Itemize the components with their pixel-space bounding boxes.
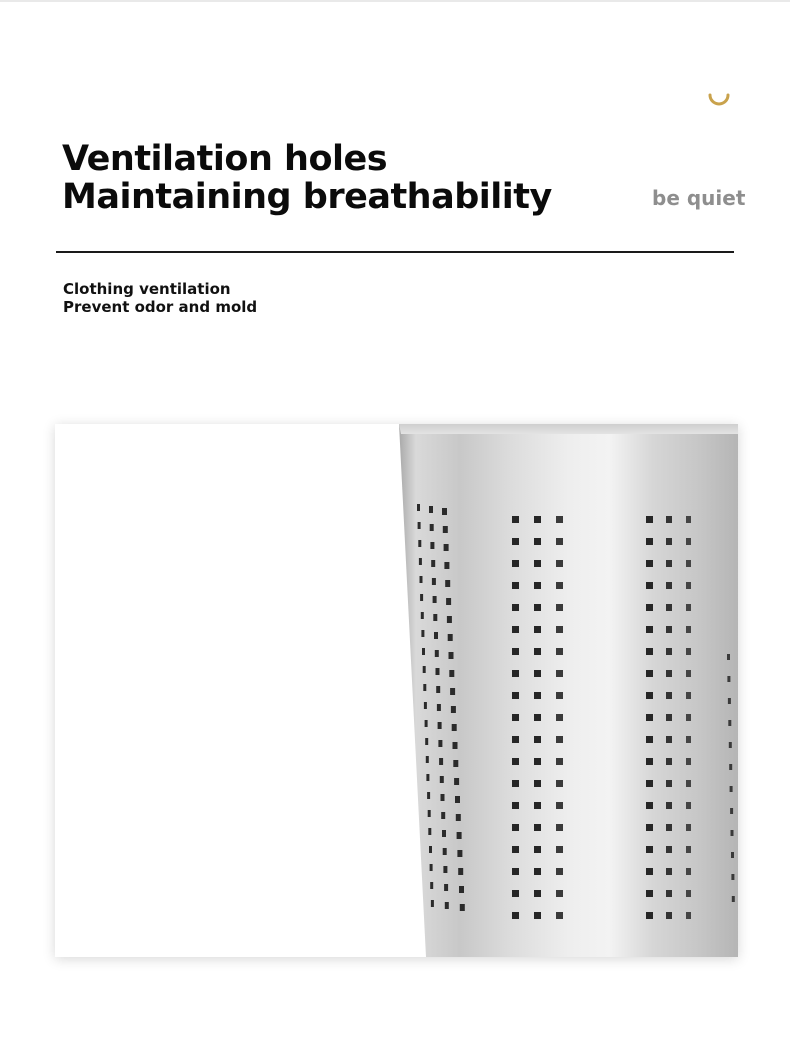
vent-hole xyxy=(732,896,735,902)
vent-hole xyxy=(556,516,563,523)
vent-hole xyxy=(686,802,691,809)
vent-hole xyxy=(444,884,448,891)
vent-hole xyxy=(433,596,437,603)
vent-hole xyxy=(534,780,541,787)
vent-hole xyxy=(512,626,519,633)
vent-hole xyxy=(534,692,541,699)
vent-hole xyxy=(646,582,653,589)
vent-hole xyxy=(666,670,672,677)
vent-hole xyxy=(459,886,464,893)
vent-hole xyxy=(433,614,437,621)
vent-hole xyxy=(686,714,691,721)
vent-hole xyxy=(512,714,519,721)
vent-hole xyxy=(428,810,431,817)
vent-hole xyxy=(556,758,563,765)
vent-hole xyxy=(556,582,563,589)
vent-hole xyxy=(534,802,541,809)
vent-hole xyxy=(556,736,563,743)
vent-hole xyxy=(727,676,730,682)
product-photo xyxy=(55,424,738,957)
vent-hole xyxy=(556,780,563,787)
vent-hole xyxy=(646,912,653,919)
feature-line-1: Clothing ventilation xyxy=(63,280,231,298)
vent-hole xyxy=(666,824,672,831)
vent-hole xyxy=(512,912,519,919)
vent-hole xyxy=(435,650,439,657)
vent-hole xyxy=(534,516,541,523)
vent-hole xyxy=(420,594,423,601)
vent-hole xyxy=(512,582,519,589)
vent-hole xyxy=(646,824,653,831)
vent-hole xyxy=(666,538,672,545)
vent-hole xyxy=(512,824,519,831)
vent-hole xyxy=(512,560,519,567)
vent-hole xyxy=(646,560,653,567)
vent-hole xyxy=(437,704,441,711)
vent-hole xyxy=(512,736,519,743)
divider-line xyxy=(56,251,734,253)
vent-hole xyxy=(534,714,541,721)
vent-hole xyxy=(512,846,519,853)
vent-hole xyxy=(534,538,541,545)
vent-hole xyxy=(556,692,563,699)
vent-hole xyxy=(512,802,519,809)
page-headline xyxy=(62,140,552,216)
feature-line-2: Prevent odor and mold xyxy=(63,298,258,316)
vent-hole xyxy=(455,796,460,803)
vent-hole xyxy=(430,882,433,889)
vent-hole xyxy=(460,904,465,911)
vent-hole xyxy=(458,868,463,875)
vent-hole xyxy=(686,890,691,897)
vent-hole xyxy=(666,758,672,765)
vent-hole xyxy=(512,648,519,655)
vent-hole xyxy=(686,692,691,699)
vent-hole xyxy=(512,604,519,611)
vent-hole xyxy=(431,560,435,567)
vent-hole xyxy=(512,868,519,875)
vent-hole xyxy=(646,604,653,611)
vent-hole xyxy=(556,912,563,919)
vent-hole xyxy=(556,714,563,721)
vent-hole xyxy=(556,626,563,633)
vent-hole xyxy=(646,714,653,721)
vent-hole xyxy=(430,524,434,531)
vent-hole xyxy=(666,736,672,743)
vent-hole xyxy=(425,738,428,745)
vent-hole xyxy=(426,756,429,763)
vent-hole xyxy=(731,830,734,836)
vent-hole xyxy=(729,742,732,748)
vent-hole xyxy=(666,560,672,567)
vent-hole xyxy=(556,846,563,853)
vent-hole xyxy=(453,742,458,749)
vent-hole xyxy=(534,560,541,567)
vent-hole xyxy=(421,612,424,619)
vent-hole xyxy=(686,560,691,567)
vent-hole xyxy=(556,670,563,677)
vent-hole xyxy=(445,580,450,587)
vent-hole xyxy=(556,648,563,655)
vent-hole xyxy=(666,692,672,699)
vent-hole xyxy=(729,764,732,770)
vent-hole xyxy=(452,724,457,731)
feature-description xyxy=(63,280,257,316)
vent-hole xyxy=(686,626,691,633)
vent-hole xyxy=(646,626,653,633)
headline-line-1: Ventilation holes xyxy=(62,139,388,179)
vent-hole xyxy=(534,604,541,611)
vent-hole xyxy=(512,692,519,699)
vent-hole xyxy=(666,582,672,589)
vent-hole xyxy=(512,780,519,787)
vent-hole xyxy=(534,890,541,897)
vent-hole xyxy=(444,544,449,551)
vent-hole xyxy=(666,890,672,897)
vent-hole xyxy=(431,900,434,907)
vent-hole xyxy=(534,648,541,655)
vent-hole xyxy=(443,526,448,533)
vent-hole xyxy=(426,774,429,781)
vent-hole xyxy=(442,508,447,515)
vent-hole xyxy=(666,846,672,853)
vent-hole xyxy=(646,670,653,677)
vent-hole xyxy=(429,506,433,513)
perforated-basket-image xyxy=(55,424,738,957)
headline-line-2: Maintaining breathability xyxy=(62,177,552,217)
vent-hole xyxy=(448,634,453,641)
vent-hole xyxy=(418,522,421,529)
vent-hole xyxy=(423,684,426,691)
vent-hole xyxy=(450,688,455,695)
vent-hole xyxy=(438,722,442,729)
vent-hole xyxy=(441,794,445,801)
vent-hole xyxy=(646,890,653,897)
vent-hole xyxy=(534,846,541,853)
vent-hole xyxy=(445,902,449,909)
vent-hole xyxy=(686,516,691,523)
vent-hole xyxy=(534,626,541,633)
vent-hole xyxy=(421,630,424,637)
vent-hole xyxy=(422,648,425,655)
vent-hole xyxy=(646,736,653,743)
vent-hole xyxy=(646,538,653,545)
vent-hole xyxy=(534,912,541,919)
vent-hole xyxy=(666,626,672,633)
vent-hole xyxy=(730,808,733,814)
vent-hole xyxy=(512,538,519,545)
vent-hole xyxy=(512,516,519,523)
vent-hole xyxy=(646,516,653,523)
vent-hole xyxy=(556,868,563,875)
vent-hole xyxy=(457,832,462,839)
vent-hole xyxy=(512,670,519,677)
vent-hole xyxy=(730,786,733,792)
vent-hole xyxy=(556,560,563,567)
vent-hole xyxy=(686,538,691,545)
vent-hole xyxy=(728,698,731,704)
vent-hole xyxy=(454,778,459,785)
vent-hole xyxy=(666,604,672,611)
vent-hole xyxy=(686,604,691,611)
vent-hole xyxy=(428,828,431,835)
vent-hole xyxy=(556,890,563,897)
vent-hole xyxy=(646,802,653,809)
vent-hole xyxy=(436,686,440,693)
vent-hole xyxy=(534,868,541,875)
vent-hole xyxy=(534,582,541,589)
vent-hole xyxy=(646,846,653,853)
vent-hole xyxy=(453,760,458,767)
vent-hole xyxy=(666,780,672,787)
vent-hole xyxy=(438,740,442,747)
tagline: be quiet xyxy=(652,186,746,210)
vent-hole xyxy=(728,720,731,726)
vent-hole xyxy=(556,604,563,611)
vent-hole xyxy=(512,890,519,897)
vent-hole xyxy=(447,616,452,623)
vent-hole xyxy=(534,824,541,831)
vent-hole xyxy=(419,558,422,565)
vent-hole xyxy=(666,714,672,721)
vent-hole xyxy=(430,542,434,549)
vent-hole xyxy=(534,670,541,677)
vent-hole xyxy=(666,868,672,875)
basket-rim xyxy=(399,424,738,434)
vent-hole xyxy=(446,598,451,605)
vent-hole xyxy=(646,692,653,699)
vent-hole xyxy=(456,814,461,821)
vent-hole xyxy=(686,824,691,831)
vent-hole xyxy=(686,780,691,787)
vent-hole xyxy=(440,776,444,783)
vent-hole xyxy=(439,758,443,765)
vent-hole xyxy=(418,540,421,547)
vent-hole xyxy=(441,812,445,819)
vent-hole xyxy=(686,670,691,677)
vent-hole xyxy=(646,648,653,655)
brand-arc-icon xyxy=(706,86,732,112)
vent-hole xyxy=(686,736,691,743)
vent-hole xyxy=(556,538,563,545)
vent-hole xyxy=(417,504,420,511)
vent-hole xyxy=(727,654,730,660)
vent-hole xyxy=(666,516,672,523)
vent-hole xyxy=(430,864,433,871)
vent-hole xyxy=(686,582,691,589)
vent-hole xyxy=(686,758,691,765)
vent-hole xyxy=(434,632,438,639)
vent-hole xyxy=(424,702,427,709)
vent-hole xyxy=(731,852,734,858)
vent-hole xyxy=(444,562,449,569)
basket-body xyxy=(399,424,738,957)
vent-hole xyxy=(512,758,519,765)
vent-hole xyxy=(686,912,691,919)
vent-hole xyxy=(423,666,426,673)
vent-hole xyxy=(686,846,691,853)
vent-hole xyxy=(451,706,456,713)
vent-hole xyxy=(429,846,432,853)
vent-hole xyxy=(534,758,541,765)
vent-hole xyxy=(686,868,691,875)
vent-hole xyxy=(666,912,672,919)
vent-hole xyxy=(666,802,672,809)
vent-hole xyxy=(443,848,447,855)
vent-hole xyxy=(427,792,430,799)
vent-hole xyxy=(442,830,446,837)
vent-hole xyxy=(425,720,428,727)
vent-hole xyxy=(556,802,563,809)
vent-hole xyxy=(686,648,691,655)
vent-hole xyxy=(646,758,653,765)
vent-hole xyxy=(457,850,462,857)
vent-hole xyxy=(449,652,454,659)
vent-hole xyxy=(534,736,541,743)
vent-hole xyxy=(436,668,440,675)
vent-hole xyxy=(443,866,447,873)
vent-hole xyxy=(449,670,454,677)
vent-hole xyxy=(432,578,436,585)
vent-hole xyxy=(731,874,734,880)
vent-hole xyxy=(556,824,563,831)
vent-hole xyxy=(646,868,653,875)
vent-hole xyxy=(646,780,653,787)
top-border xyxy=(0,0,790,2)
vent-hole xyxy=(420,576,423,583)
vent-hole xyxy=(666,648,672,655)
